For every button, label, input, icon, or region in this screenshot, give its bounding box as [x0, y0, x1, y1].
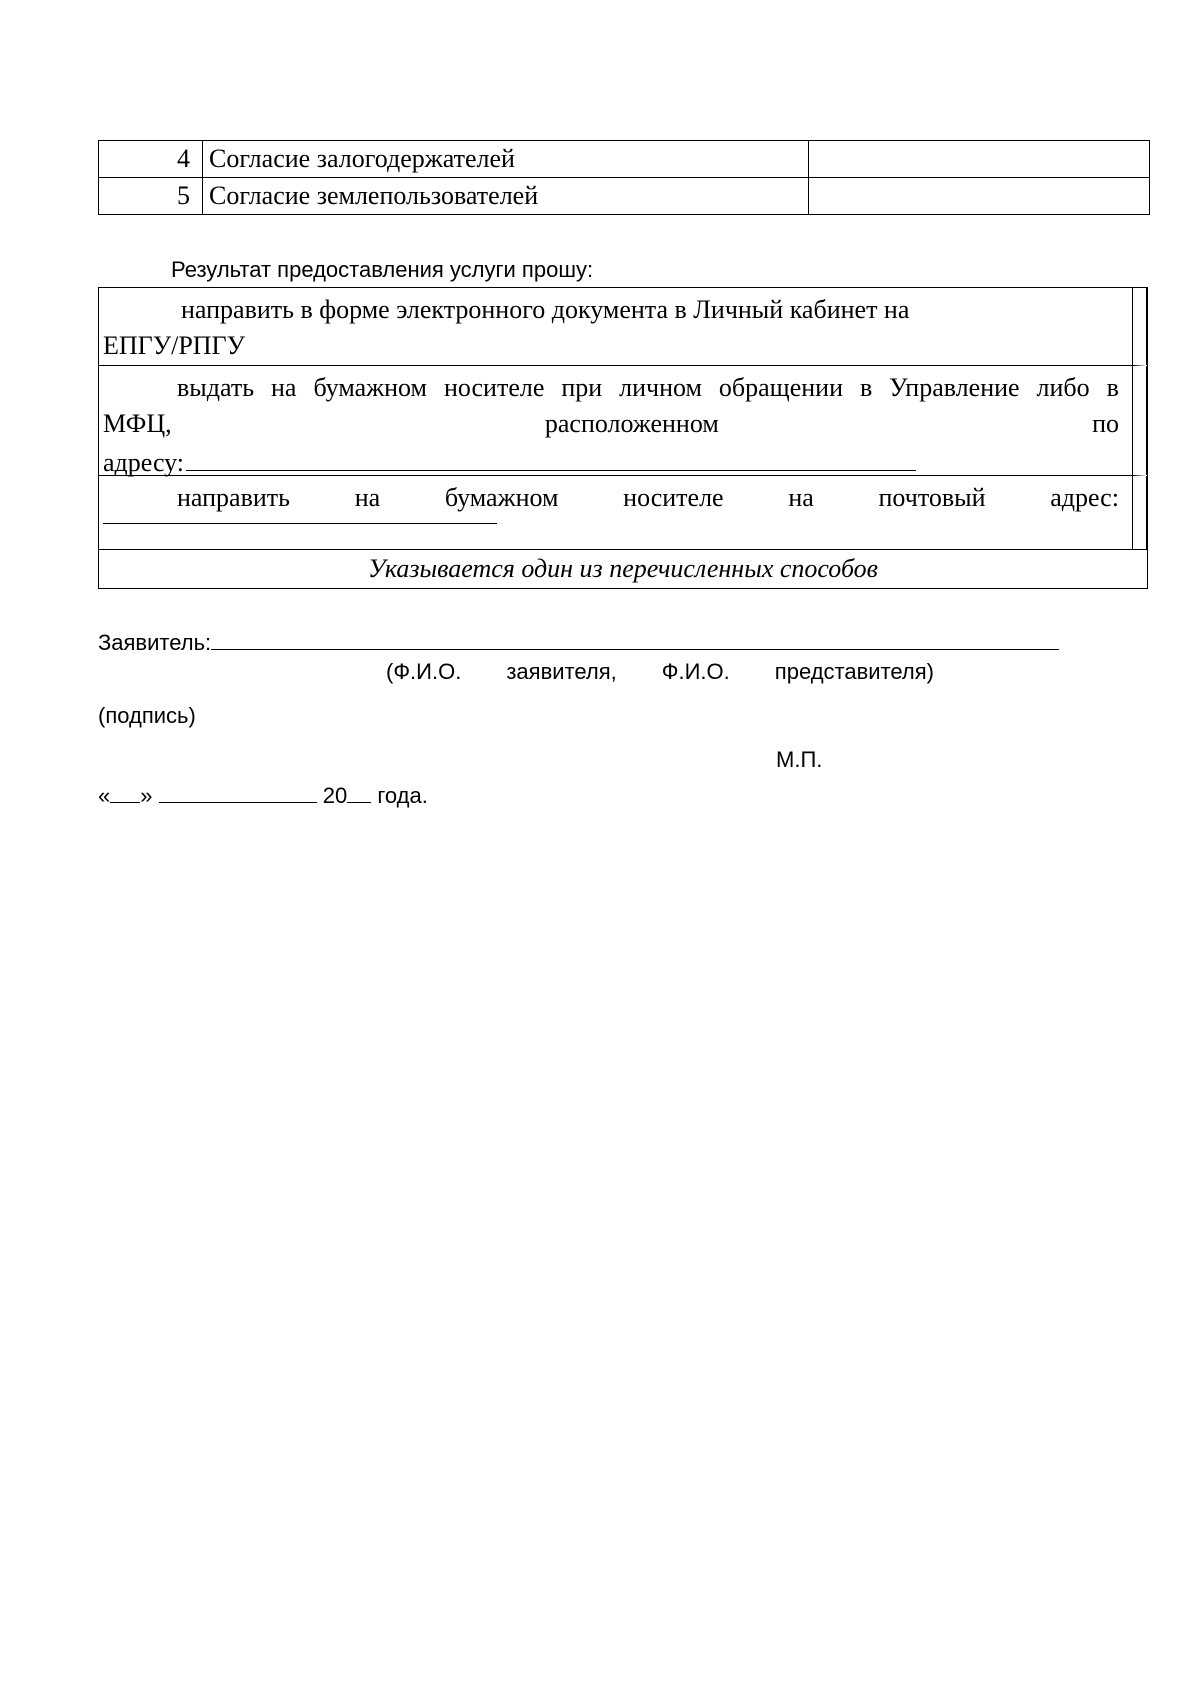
word: либо [1036, 373, 1090, 402]
document-name: Согласие залогодержателей [203, 141, 809, 178]
word: направить [177, 483, 290, 512]
applicant-fill-line[interactable] [211, 625, 1059, 650]
option-paper-line2 [103, 406, 1119, 442]
result-heading: Результат предоставления услуги прошу: [171, 257, 594, 282]
word: носителе [443, 373, 545, 402]
word: МФЦ, [103, 409, 172, 438]
option-paper-line1 [103, 370, 1119, 406]
result-note: Указывается один из перечисленных способов [99, 549, 1147, 588]
address-label: адресу: [103, 448, 185, 477]
fio-caption [386, 658, 934, 686]
date-open-quote: « [98, 783, 111, 808]
signature-caption: (подпись) [98, 703, 196, 728]
word: на [271, 373, 297, 402]
option-electronic-line1: направить в форме электронного документа в Личный кабинет на [181, 295, 910, 324]
word: обращении [718, 373, 843, 402]
applicant-line [98, 625, 1059, 657]
word: по [1092, 409, 1119, 438]
stamp-mark: М.П. [776, 747, 823, 772]
document-note-cell [809, 141, 1150, 178]
word: Управление [889, 373, 1020, 402]
year-suffix: года. [377, 783, 428, 808]
year-prefix: 20 [322, 783, 348, 808]
option-mail-line [103, 480, 1119, 516]
word: (Ф.И.О. [386, 659, 462, 684]
word: выдать [177, 373, 255, 402]
option-paper-in-person[interactable] [99, 365, 1147, 475]
row-number: 4 [99, 141, 203, 178]
word: адрес: [1050, 483, 1119, 512]
word: личном [619, 373, 702, 402]
year-fill-line[interactable] [347, 780, 371, 803]
result-options-box [98, 287, 1148, 589]
row-number: 5 [99, 178, 203, 215]
applicant-label: Заявитель: [98, 630, 212, 655]
word: представителя) [774, 659, 934, 684]
documents-table [98, 140, 1150, 215]
word: в [1106, 373, 1119, 402]
table-row [99, 178, 1150, 215]
word: Ф.И.О. [661, 659, 730, 684]
word: при [561, 373, 603, 402]
document-name: Согласие землепользователей [203, 178, 809, 215]
word: на [354, 483, 381, 512]
month-fill-line[interactable] [159, 780, 317, 803]
date-close-quote: » [140, 783, 153, 808]
postal-address-fill-line[interactable] [103, 522, 497, 524]
address-fill-line[interactable] [186, 442, 916, 471]
document-note-cell [809, 178, 1150, 215]
word: носителе [623, 483, 724, 512]
word: бумажном [444, 483, 559, 512]
date-line [98, 780, 428, 810]
word: бумажном [313, 373, 427, 402]
day-fill-line[interactable] [110, 780, 140, 803]
word: заявителя, [506, 659, 617, 684]
option-electronic[interactable] [99, 288, 1147, 365]
word: в [859, 373, 873, 402]
option-mail[interactable] [99, 475, 1147, 549]
word: на [788, 483, 814, 512]
word: расположенном [544, 409, 719, 438]
option-electronic-line2: ЕПГУ/РПГУ [103, 331, 245, 360]
word: почтовый [878, 483, 986, 512]
table-row [99, 141, 1150, 178]
